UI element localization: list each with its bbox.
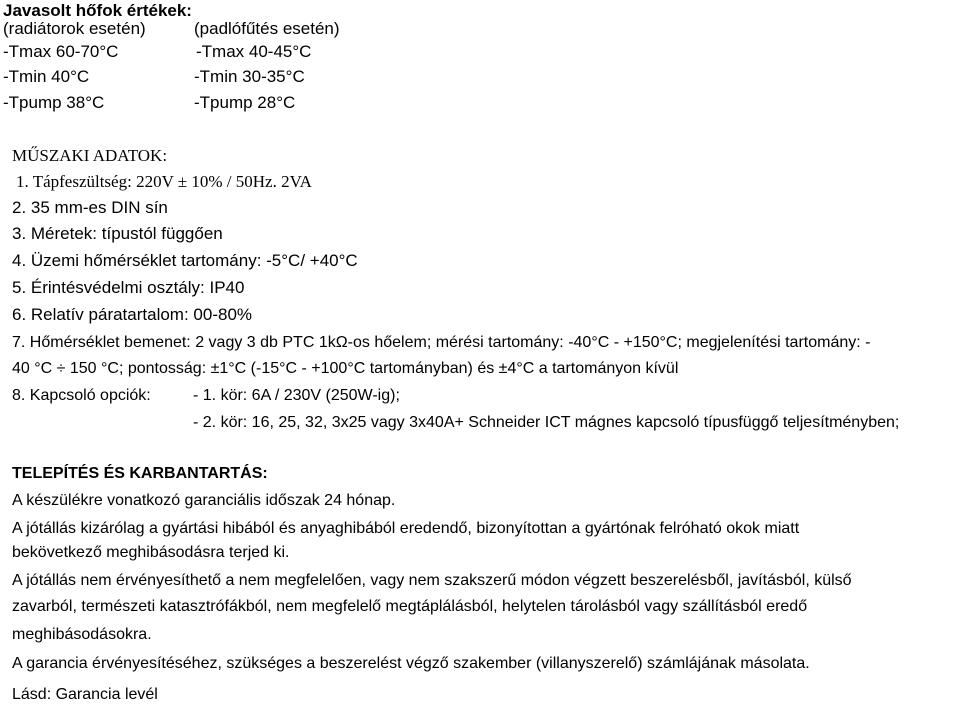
spec-item-3: 3. Méretek: típustól függően xyxy=(12,224,223,243)
spec-item-4: 4. Üzemi hőmérséklet tartomány: -5°C/ +40°C xyxy=(12,251,358,270)
spec-item-7-line2: 40 °C ÷ 150 °C; pontosság: ±1°C (-15°C - +100°C tartományban) és ±4°C a tartományon kívül xyxy=(12,360,679,377)
warranty-claim-requirement: A garancia érvényesítéséhez, szükséges a beszerelést végző szakember (villanyszerelő) számlájának másolata. xyxy=(12,655,810,672)
spec-item-8-option-2: - 2. kör: 16, 25, 32, 3x25 vagy 3x40A+ Schneider ICT mágnes kapcsoló típusfüggő teljesítményben; xyxy=(193,414,900,431)
spec-item-8-label: 8. Kapcsoló opciók: xyxy=(12,387,151,404)
temperatures-title: Javasolt hőfok értékek: xyxy=(3,1,192,20)
floor-heating-heading: (padlófűtés esetén) xyxy=(194,19,340,38)
radiator-tmax: -Tmax 60-70°C xyxy=(3,42,119,61)
floor-tmin: -Tmin 30-35°C xyxy=(194,67,305,86)
warranty-exclusions-line3: meghibásodásokra. xyxy=(12,626,152,643)
spec-item-2: 2. 35 mm-es DIN sín xyxy=(12,198,168,217)
spec-item-6: 6. Relatív páratartalom: 00-80% xyxy=(12,305,253,324)
warranty-exclusions-line1: A jótállás nem érvényesíthető a nem megfelelően, vagy nem szakszerű módon végzett beszerelésből, javításból, külső xyxy=(12,572,852,589)
warranty-scope-line1: A jótállás kizárólag a gyártási hibából és anyaghibából eredendő, bizonyítottan a gyártónak felróható okok miatt xyxy=(12,520,800,537)
radiator-tmin: -Tmin 40°C xyxy=(3,67,90,86)
floor-tpump: -Tpump 28°C xyxy=(194,93,296,112)
specs-title: MŰSZAKI ADATOK: xyxy=(12,146,168,165)
install-title: TELEPÍTÉS ÉS KARBANTARTÁS: xyxy=(12,465,268,482)
radiator-tpump: -Tpump 38°C xyxy=(3,93,105,112)
spec-item-5: 5. Érintésvédelmi osztály: IP40 xyxy=(12,278,245,297)
warranty-scope-line2: bekövetkező meghibásodásra terjed ki. xyxy=(12,544,290,561)
warranty-letter-reference: Lásd: Garancia levél xyxy=(12,686,158,703)
spec-item-8-option-1: - 1. kör: 6A / 230V (250W-ig); xyxy=(193,387,400,404)
warranty-period: A készülékre vonatkozó garanciális időszak 24 hónap. xyxy=(12,492,396,509)
warranty-exclusions-line2: zavarból, természeti katasztrófákból, nem megfelelő megtáplálásból, helytelen tárolásból vagy szállításból eredő xyxy=(12,598,808,615)
floor-tmax: -Tmax 40-45°C xyxy=(196,42,312,61)
spec-item-7-line1: 7. Hőmérséklet bemenet: 2 vagy 3 db PTC 1kΩ-os hőelem; mérési tartomány: -40°C - +150°C; megjelenítési tartomány: - xyxy=(12,334,871,351)
spec-item-1: 1. Tápfeszültség: 220V ± 10% / 50Hz. 2VA xyxy=(16,172,312,191)
radiator-heading: (radiátorok esetén) xyxy=(3,19,146,38)
